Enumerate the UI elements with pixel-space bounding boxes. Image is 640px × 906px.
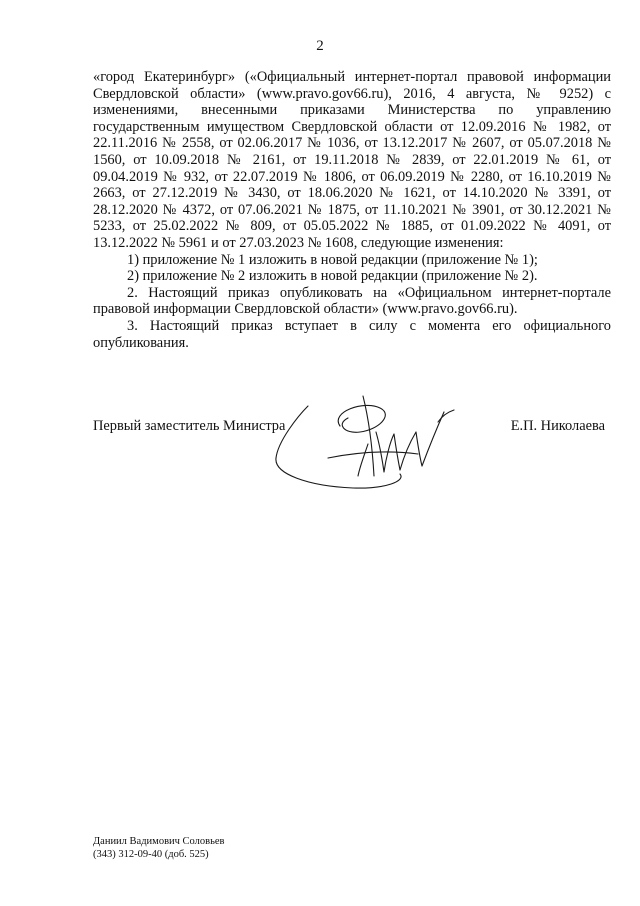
- paragraph-entry-into-force: 3. Настоящий приказ вступает в силу с момента его официального опубликования.: [93, 317, 611, 351]
- executor-name: Даниил Вадимович Соловьев: [93, 836, 225, 847]
- executor-phone: (343) 312-09-40 (доб. 525): [93, 848, 209, 860]
- paragraph-item-1: 1) приложение № 1 изложить в новой редакции (приложение № 1);: [127, 251, 538, 268]
- paragraph-item-2: 2) приложение № 2 изложить в новой редакции (приложение № 2).: [127, 268, 538, 285]
- signer-title: Первый заместитель Министра: [93, 418, 286, 434]
- paragraph-publication: 2. Настоящий приказ опубликовать на «Официальном интернет-портале правовой информации Свердловской области» (www.pravo.gov66.ru).: [93, 284, 611, 318]
- document-body: [93, 69, 611, 351]
- paragraph-amendments: «город Екатеринбург» («Официальный интернет-портал правовой информации Свердловской области» (www.pravo.gov66.ru), 2016, 4 августа, № 9252) с изменениями, внесенными приказами Министерства по управлению государственным имуществом Свердловской области от 12.09.2016 № 1982, от 22.11.2016 № 2558, от 02.06.2017 № 1036, от 13.12.2017 № 2607, от 05.07.2018 № 1560, от 10.09.2018 № 2161, от 19.11.2018 № 2839, от 22.01.2019 № 61, от 09.04.2019 № 932, от 22.07.2019 № 1806, от 06.09.2019 № 2280, от 16.10.2019 № 2663, от 27.12.2019 № 3430, от 18.06.2020 № 1621, от 14.10.2020 № 3391, от 28.12.2020 № 4372, от 07.06.2021 № 1875, от 11.10.2021 № 3901, от 30.12.2021 № 5233, от 25.02.2022 № 809, от 05.05.2022 № 1885, от 01.09.2022 № 4091, от 13.12.2022 № 5961 и от 27.03.2023 № 1608, следующие изменения:: [93, 69, 611, 251]
- page-number: 2: [316, 38, 324, 54]
- signer-name: Е.П. Николаева: [510, 418, 605, 434]
- handwritten-signature: [268, 386, 468, 498]
- signature-block: [93, 418, 611, 438]
- executor-footer: [93, 836, 225, 861]
